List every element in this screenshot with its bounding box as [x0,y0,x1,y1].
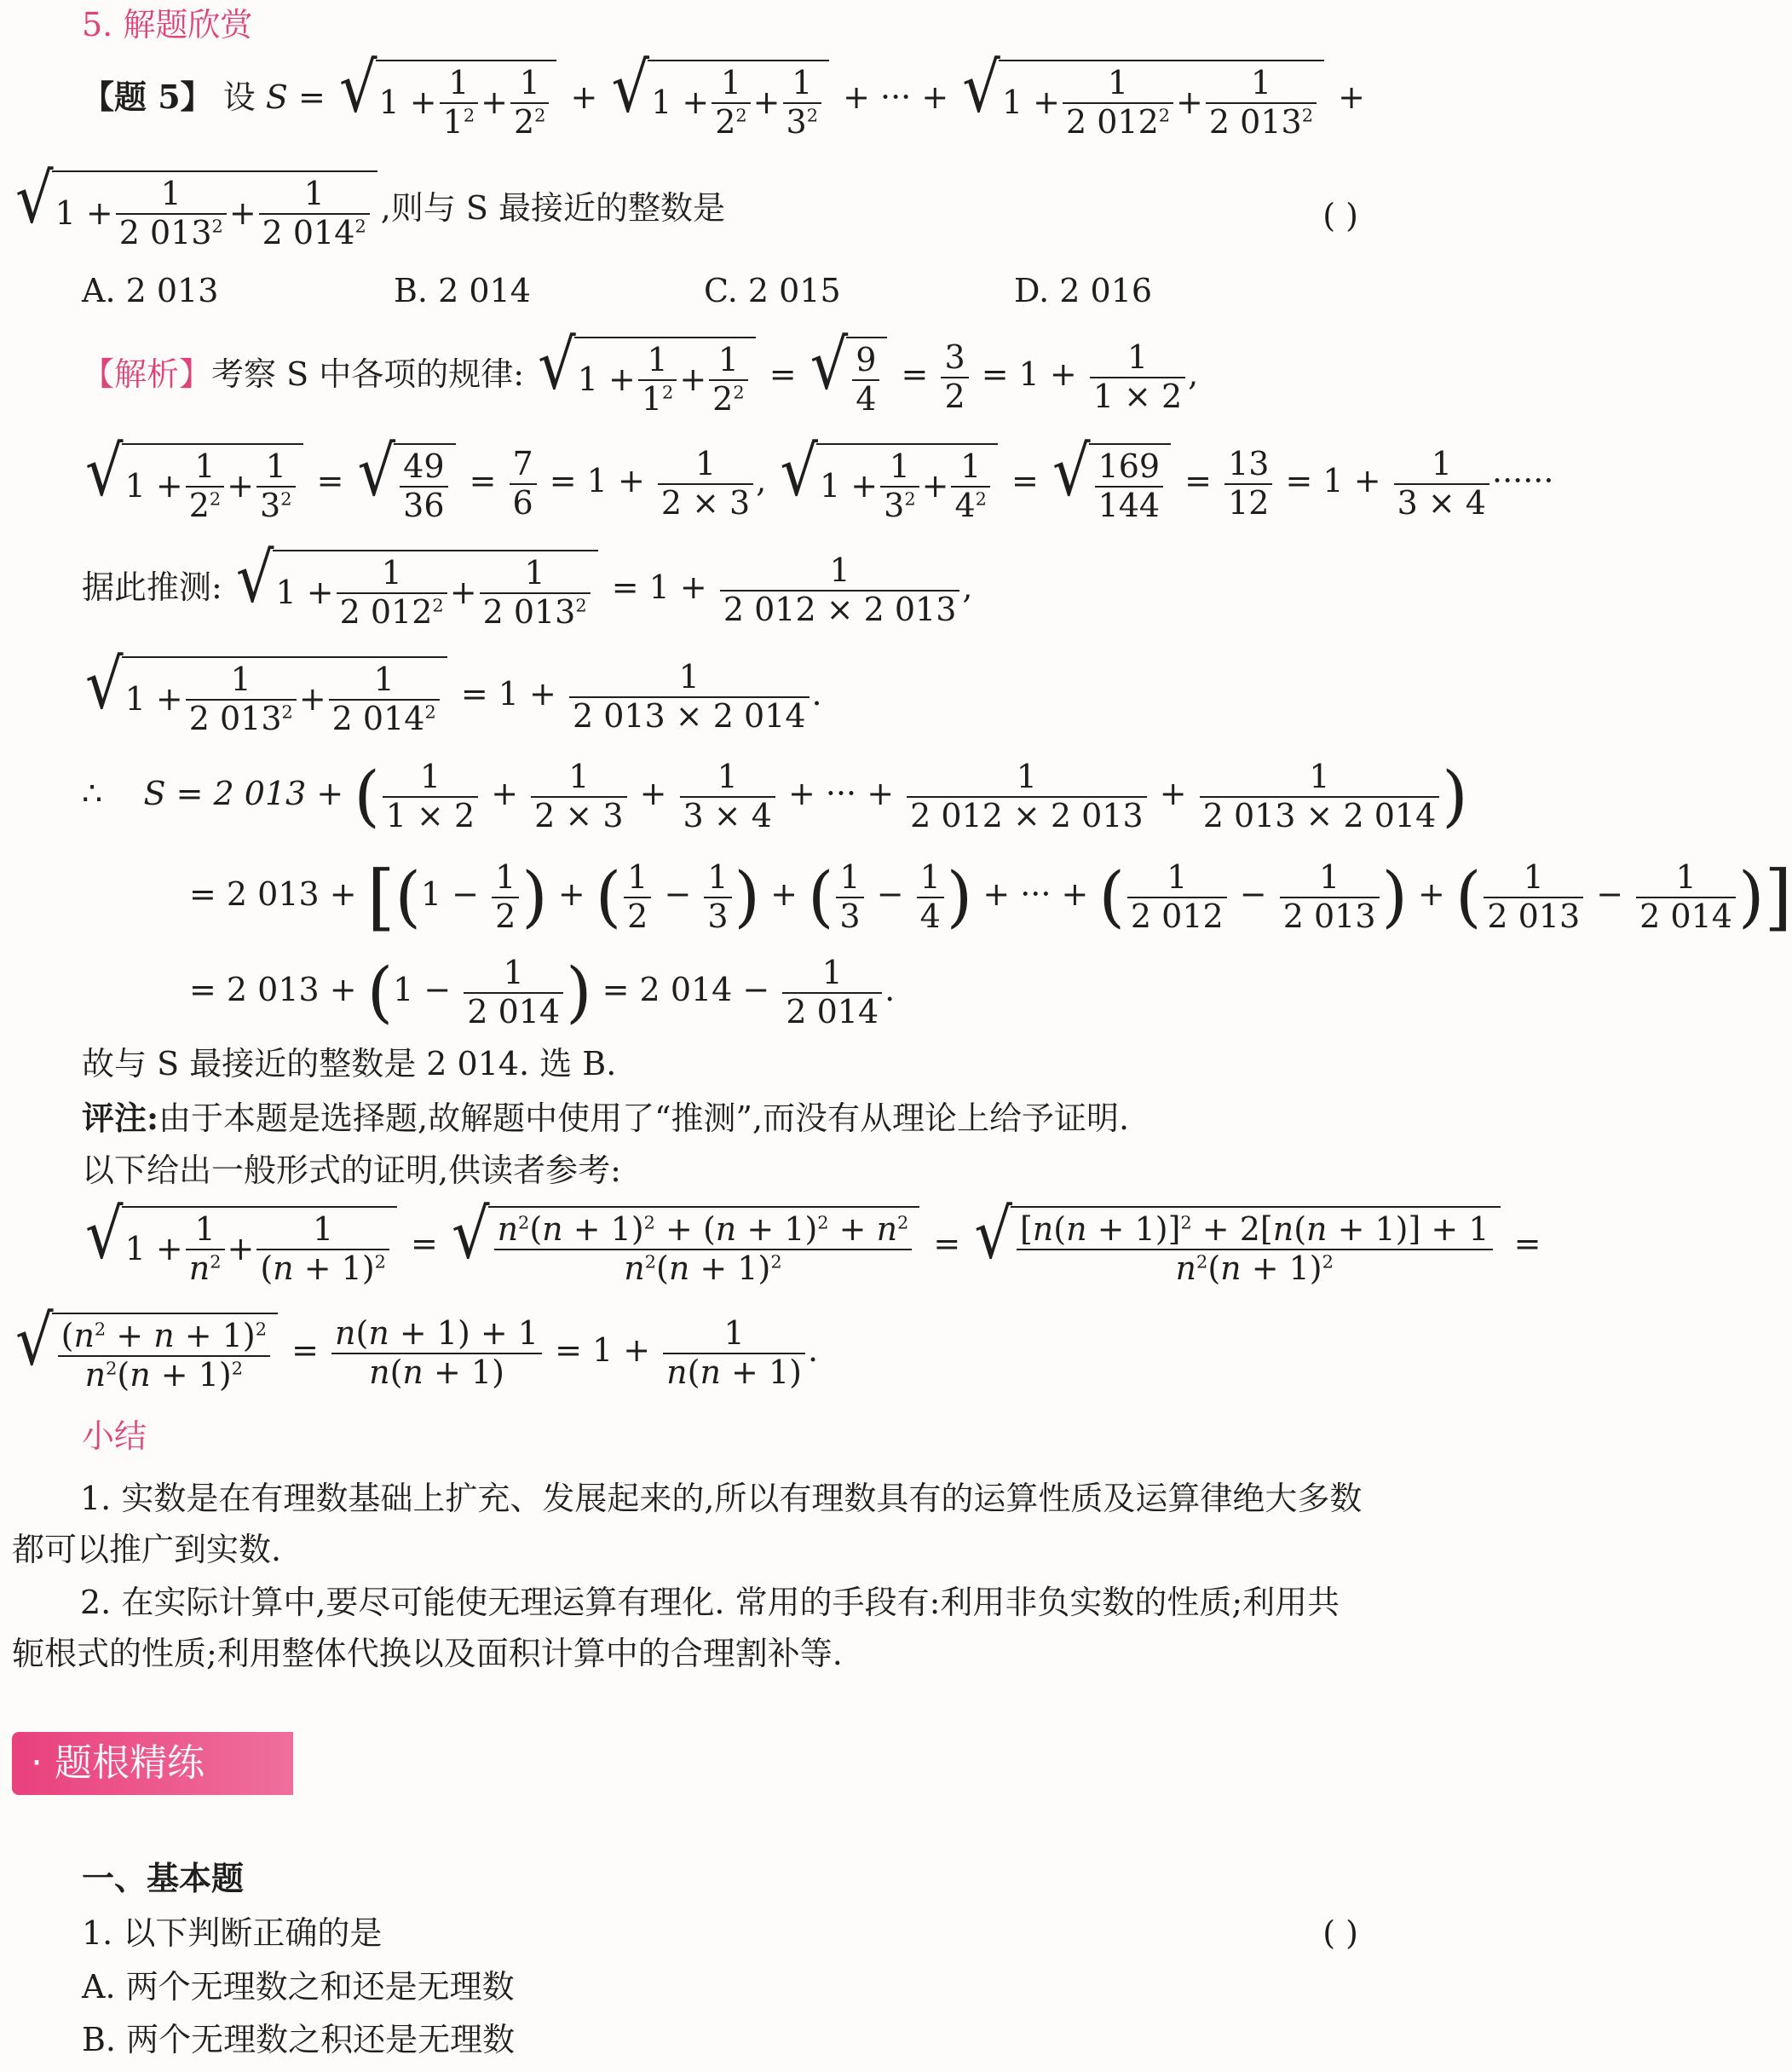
proof-line-2: √ $\frac{(n^2 + n + 1)^2}{n^2(n + 1)^2}$ = $\frac{n(n + 1) + 1}{n(n + 1)}$ = 1 + $\frac{1}{n(n + 1)}$ . [15,1300,819,1394]
problem-line-2: √ 1 + $\frac{1}{2 013^2}$ + $\frac{1}{2 014^2}$ ,则与 S 最接近的整数是 [15,158,726,251]
analysis-label: 【解析】 [82,355,212,394]
problem-lead: 设 [222,78,256,117]
sum-line-1: ∴ S = 2 013 + ( $\frac{1}{1 \times 2}$ + $\frac{1}{2 \times 3}$ + $\frac{1}{3 \times 4}$ + ··· + $\frac{1}{2 012 \times 2 013}$ + $\frac{1}{2 013 \times 2 014}$ ) [82,758,1468,835]
problem-label: 【题 5】 [82,78,213,117]
sum-line-2: = 2 013 + [(1 − $\frac{1}{2}$ ) + ( $\frac{1}{2}$ − $\frac{1}{3}$ ) + ( $\frac{1}{3}$ − $\frac{1}{4}$ ) + ··· + ( $\frac{1}{2 012}$ − $\frac{1}{2 013}$ ) + ( $\frac{1}{2 013}$ − $\frac{1}{2 014}$ )] [189,855,1792,939]
s-equals: S = 2 013 + [143,775,344,813]
option-a: A. 2 013 [82,272,219,309]
analysis-line-2: √ 1 + $\frac{1}{2^2}$ + $\frac{1}{3^2}$ = √ $\frac{49}{36}$ = $\frac{7}{6}$ = 1 + $\frac{1}{2 \times 3}$ , √ 1 + $\frac{1}{3^2}$ + $\frac{1}{4^2}$ = √ $\frac{169}{144}$ = $\frac{13}{12}$ = 1 + $\frac{1}{3 \times 4}$ ······ [85,430,1554,524]
practice-heading: 一、基本题 [82,1859,245,1897]
analysis-line-4: √ 1 + $\frac{1}{2 013^2}$ + $\frac{1}{2 014^2}$ = 1 + $\frac{1}{2 013 \times 2 014}$ . [85,644,822,737]
problem-answer-blank: ( ) [1322,197,1358,234]
option-c: C. 2 015 [704,272,841,309]
analysis-line-3: 据此推测: √ 1 + $\frac{1}{2 012^2}$ + $\frac{1}{2 013^2}$ = 1 + $\frac{1}{2 012 \times 2 013}$ , [82,537,973,631]
comment-line-1 [82,1098,1384,1140]
therefore-symbol: ∴ [82,775,103,813]
summary-paragraph-2: 2. 在实际计算中,要尽可能使无理运算有理化. 常用的手段有:利用非负实数的性质;利用共轭根式的性质;利用整体代换以及面积计算中的合理割补等. [12,1584,1340,1672]
proof-line-1: √ 1 + $\frac{1}{n^2}$ + $\frac{1}{(n + 1)^2}$ = √ $\frac{n^2(n + 1)^2 + (n + 1)^2 + n^2}{n^2(n + 1)^2}$ = √ $\frac{[n(n + 1)]^2 + 2[n(n + 1)] + 1}{n^2(n + 1)^2}$ = [85,1193,1541,1287]
option-d: D. 2 016 [1014,272,1153,309]
sum-line-3: = 2 013 + (1 − $\frac{1}{2 014}$ ) = 2 014 − $\frac{1}{2 014}$ . [189,954,896,1031]
summary-title: 小结 [82,1417,147,1455]
question-1: 1. 以下判断正确的是 [82,1914,383,1952]
problem-line-1: 【题 5】 设 S = √ 1 + $\frac{1}{1^2}$ + $\frac{1}{2^2}$ + √ 1 + $\frac{1}{2^2}$ + $\frac{1}{3^2}$ + ··· + √ 1 + $\frac{1}{2 012^2}$ + $\frac{1}{2 013^2}$ + [82,47,1365,141]
analysis-intro: 考察 S 中各项的规律: [211,355,525,394]
comment-text-1: 由于本题是选择题,故解题中使用了“推测”,而没有从理论上给予证明. [158,1099,1130,1137]
question-1-option-a: A. 两个无理数之和还是无理数 [82,1968,515,2006]
analysis-guess-label: 据此推测: [82,569,222,607]
summary-paragraph-1: 1. 实数是在有理数基础上扩充、发展起来的,所以有理数具有的运算性质及运算律绝大多数都可以推广到实数. [12,1480,1363,1568]
question-1-blank: ( ) [1322,1914,1358,1952]
comment-label: 评注: [82,1099,159,1137]
option-b: B. 2 014 [394,272,531,309]
conclusion: 故与 S 最接近的整数是 2 014. 选 B. [82,1045,617,1082]
problem-tail: ,则与 S 最接近的整数是 [380,189,726,228]
question-1-option-b: B. 两个无理数之积还是无理数 [82,2021,516,2058]
section-banner: · 题根精练 [12,1732,293,1795]
comment-text-2: 以下给出一般形式的证明,供读者参考: [82,1151,621,1189]
problem-var-s: S [265,78,288,117]
analysis-line-1: 【解析】考察 S 中各项的规律: √ 1 + $\frac{1}{1^2}$ + $\frac{1}{2^2}$ = √ $\frac{9}{4}$ = $\frac{3}{2}$ = 1 + $\frac{1}{1 \times 2}$ , [82,324,1199,418]
section-title: 5. 解题欣赏 [82,6,253,43]
